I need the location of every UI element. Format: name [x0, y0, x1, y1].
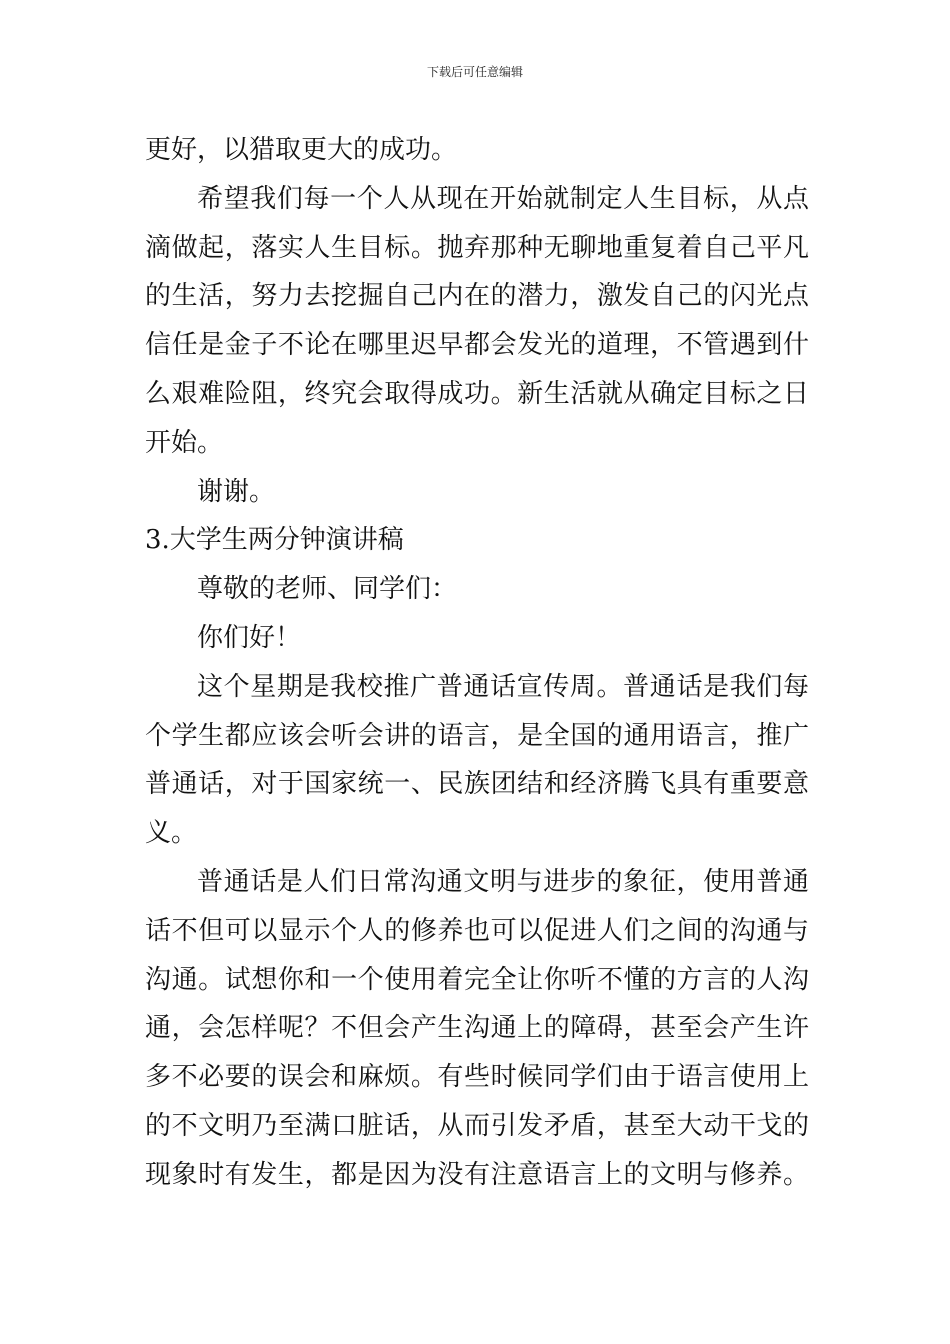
text-line: 普通话，对于国家统一、民族团结和经济腾飞具有重要意: [145, 769, 809, 800]
text-line: 尊敬的老师、同学们：: [197, 574, 458, 605]
text-line: 个学生都应该会听会讲的语言，是全国的通用语言，推广: [145, 720, 809, 751]
section-heading: 3.大学生两分钟演讲稿: [145, 525, 404, 556]
document-body: [145, 126, 809, 1200]
page-header: 下载后可任意编辑: [426, 65, 523, 79]
text-line: 话不但可以显示个人的修养也可以促进人们之间的沟通与: [145, 915, 809, 946]
text-line: 多不必要的误会和麻烦。有些时候同学们由于语言使用上: [145, 1062, 809, 1093]
text-line: 开始。: [145, 427, 224, 458]
text-line: 希望我们每一个人从现在开始就制定人生目标，从点: [197, 183, 809, 214]
text-line: 你们好！: [197, 622, 302, 653]
text-line: 更好，以猎取更大的成功。: [145, 135, 458, 165]
text-line: 的生活，努力去挖掘自己内在的潜力，激发自己的闪光点: [145, 281, 809, 312]
text-line: 这个星期是我校推广普通话宣传周。普通话是我们每: [197, 671, 809, 702]
text-line: 普通话是人们日常沟通文明与进步的象征，使用普通: [197, 866, 809, 897]
text-line: 通，会怎样呢？不但会产生沟通上的障碍，甚至会产生许: [145, 1013, 809, 1044]
text-line: 谢谢。: [197, 476, 276, 507]
text-line: 么艰难险阻，终究会取得成功。新生活就从确定目标之日: [145, 378, 809, 409]
text-line: 沟通。试想你和一个使用着完全让你听不懂的方言的人沟: [145, 964, 809, 995]
text-line: 滴做起，落实人生目标。抛弃那种无聊地重复着自己平凡: [145, 232, 809, 263]
text-line: 的不文明乃至满口脏话，从而引发矛盾，甚至大动干戈的: [145, 1110, 809, 1141]
text-line: 信任是金子不论在哪里迟早都会发光的道理，不管遇到什: [145, 330, 809, 361]
text-line: 现象时有发生，都是因为没有注意语言上的文明与修养。: [145, 1159, 809, 1190]
text-line: 义。: [145, 818, 198, 849]
